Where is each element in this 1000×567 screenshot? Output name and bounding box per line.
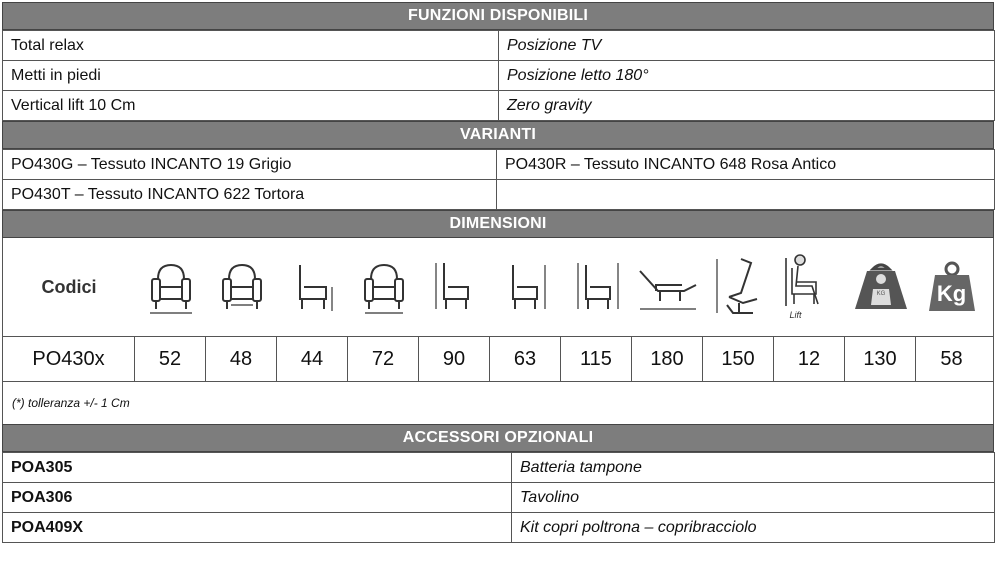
- table-row: [3, 91, 995, 121]
- dimension-value: 44: [277, 337, 348, 381]
- varianti-table: [2, 149, 995, 210]
- function-name: Posizione letto 180°: [499, 61, 995, 91]
- dimension-value: 90: [419, 337, 490, 381]
- accessory-description: Kit copri poltrona – copribracciolo: [512, 513, 995, 543]
- kg-label: Kg: [936, 281, 967, 306]
- accessory-code: POA409X: [3, 513, 512, 543]
- funzioni-header: FUNZIONI DISPONIBILI: [2, 2, 994, 30]
- product-spec-sheet: [2, 2, 994, 543]
- function-name: Total relax: [3, 31, 499, 61]
- dimension-icons-row: [3, 238, 993, 336]
- dimension-values-row: [3, 336, 993, 382]
- variant-name: PO430G – Tessuto INCANTO 19 Grigio: [3, 150, 497, 180]
- table-row: [3, 150, 995, 180]
- product-code: PO430x: [3, 337, 135, 381]
- dimension-value: 150: [703, 337, 774, 381]
- table-row: [3, 483, 995, 513]
- accessory-code: POA305: [3, 453, 512, 483]
- dimension-value: 63: [490, 337, 561, 381]
- variant-name: PO430R – Tessuto INCANTO 648 Rosa Antico: [497, 150, 995, 180]
- dimension-value: 115: [561, 337, 632, 381]
- function-name: Metti in piedi: [3, 61, 499, 91]
- armchair-lift-height-icon: [711, 255, 767, 319]
- variant-name: [497, 180, 995, 210]
- armchair-side-total-height-icon: [430, 257, 480, 317]
- max-load-weight-icon: [851, 259, 911, 315]
- dimension-value: 58: [940, 347, 963, 370]
- dimensioni-panel: [2, 238, 994, 382]
- accessori-header: ACCESSORI OPZIONALI: [2, 424, 994, 452]
- lift-icon: [782, 252, 838, 312]
- dimension-value: 130: [845, 337, 916, 381]
- dimension-value: 72: [348, 337, 419, 381]
- armchair-side-backrest-height-icon: [501, 257, 551, 317]
- table-row: [3, 61, 995, 91]
- armchair-side-depth-icon: [572, 257, 622, 317]
- accessory-code: POA306: [3, 483, 512, 513]
- varianti-header: VARIANTI: [2, 121, 994, 149]
- table-row: [3, 31, 995, 61]
- function-name: Posizione TV: [499, 31, 995, 61]
- funzioni-table: [2, 30, 995, 121]
- dimension-value: 180: [632, 337, 703, 381]
- variant-name: PO430T – Tessuto INCANTO 622 Tortora: [3, 180, 497, 210]
- tolerance-note: (*) tolleranza +/- 1 Cm: [2, 382, 994, 424]
- table-row: [3, 453, 995, 483]
- armchair-front-total-width-icon: [359, 257, 409, 317]
- dimension-value: 52: [135, 337, 206, 381]
- accessori-table: [2, 452, 995, 543]
- accessory-description: Tavolino: [512, 483, 995, 513]
- svg-text:KG: KG: [876, 291, 885, 297]
- lift-label: Lift: [789, 310, 802, 320]
- dimension-value: 12: [774, 337, 845, 381]
- armchair-front-seat-width-icon: [217, 257, 267, 317]
- armchair-front-width-icon: [146, 257, 196, 317]
- table-row: [3, 513, 995, 543]
- armchair-reclined-length-icon: [636, 257, 700, 317]
- accessory-description: Batteria tampone: [512, 453, 995, 483]
- function-name: Zero gravity: [499, 91, 995, 121]
- table-row: [3, 180, 995, 210]
- dimensioni-header: DIMENSIONI: [2, 210, 994, 238]
- codici-label: Codici: [41, 276, 97, 297]
- dimension-value: 48: [206, 337, 277, 381]
- function-name: Vertical lift 10 Cm: [3, 91, 499, 121]
- armchair-side-seat-height-icon: [288, 257, 338, 317]
